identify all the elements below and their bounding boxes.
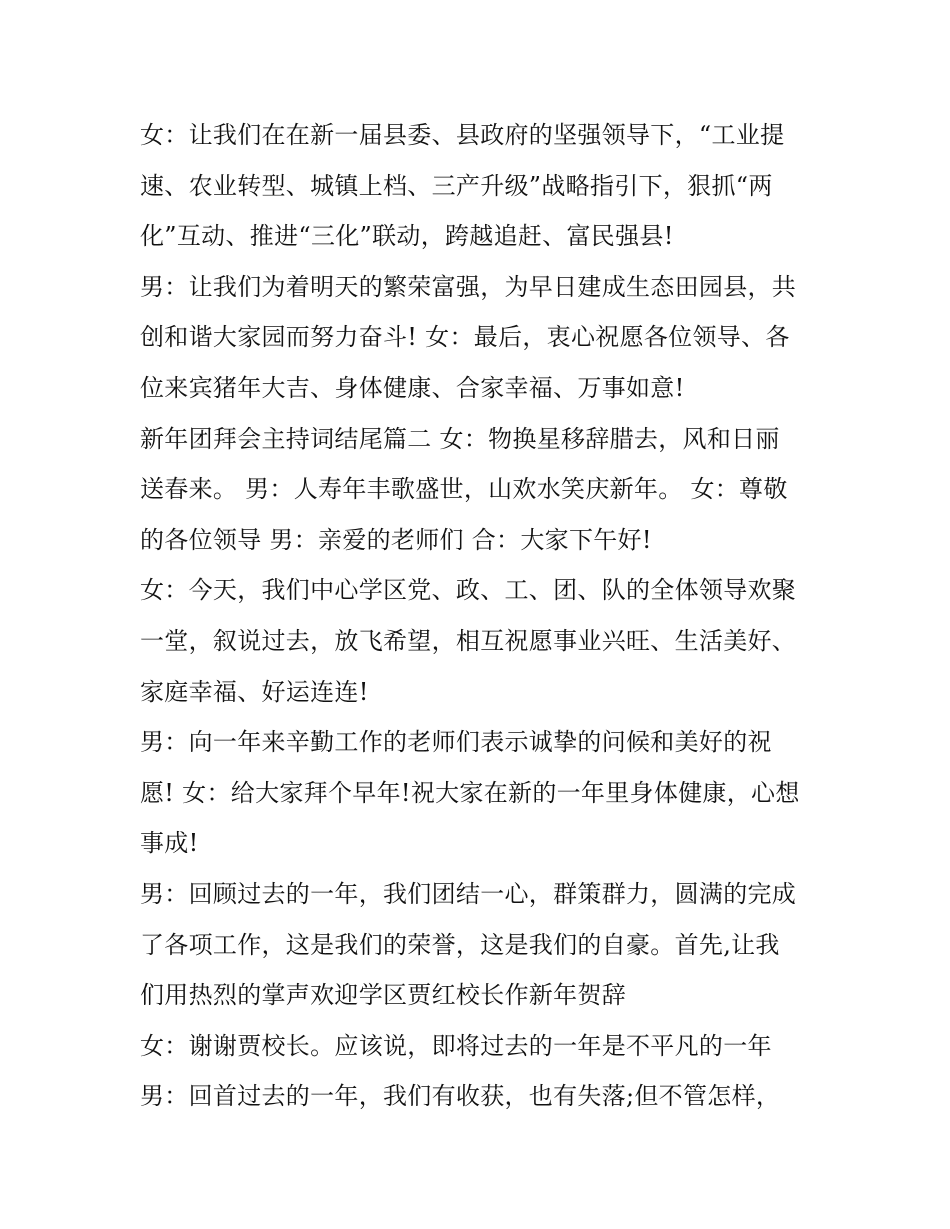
text-line: 们用热烈的掌声欢迎学区贾红校长作新年贺辞 <box>140 981 626 1010</box>
text-line: 送春来。 男：人寿年丰歌盛世，山欢水笑庆新年。 女：尊敬 <box>140 475 788 504</box>
text-line: 速、农业转型、城镇上档、三产升级”战略指引下，狠抓“两 <box>140 171 773 200</box>
text-line: 男：回首过去的一年，我们有收获，也有失落;但不管怎样， <box>140 1082 781 1111</box>
text-line: 位来宾猪年大吉、身体健康、合家幸福、万事如意! <box>140 373 685 402</box>
text-line: 一堂，叙说过去，放飞希望，相互祝愿事业兴旺、生活美好、 <box>140 626 797 655</box>
text-line: 男：向一年来辛勤工作的老师们表示诚挚的问候和美好的祝 <box>140 728 772 757</box>
text-line: 女：让我们在在新一届县委、县政府的坚强领导下，“工业提 <box>140 121 785 149</box>
text-line: 创和谐大家园而努力奋斗! 女：最后，衷心祝愿各位领导、各 <box>140 323 790 352</box>
text-line: 了各项工作，这是我们的荣誉，这是我们的自豪。首先,让我 <box>140 930 780 959</box>
document-body <box>140 110 820 1122</box>
text-line: 愿! 女：给大家拜个早年!祝大家在新的一年里身体健康，心想 <box>140 778 800 807</box>
text-line: 的各位领导 男：亲爱的老师们 合：大家下午好! <box>140 525 652 554</box>
text-line: 新年团拜会主持词结尾篇二 女：物换星移辞腊去，风和日丽 <box>140 424 780 453</box>
text-line: 化”互动、推进“三化”联动，跨越追赶、富民强县! <box>140 222 674 251</box>
text-line: 事成! <box>140 829 199 858</box>
text-line: 男：回顾过去的一年，我们团结一心，群策群力，圆满的完成 <box>140 879 797 908</box>
text-line: 女：今天，我们中心学区党、政、工、团、队的全体领导欢聚 <box>140 576 797 605</box>
text-line: 男：让我们为着明天的繁荣富强，为早日建成生态田园县，共 <box>140 272 797 301</box>
text-line: 女：谢谢贾校长。应该说，即将过去的一年是不平凡的一年 <box>140 1031 772 1060</box>
text-line: 家庭幸福、好运连连! <box>140 677 369 706</box>
